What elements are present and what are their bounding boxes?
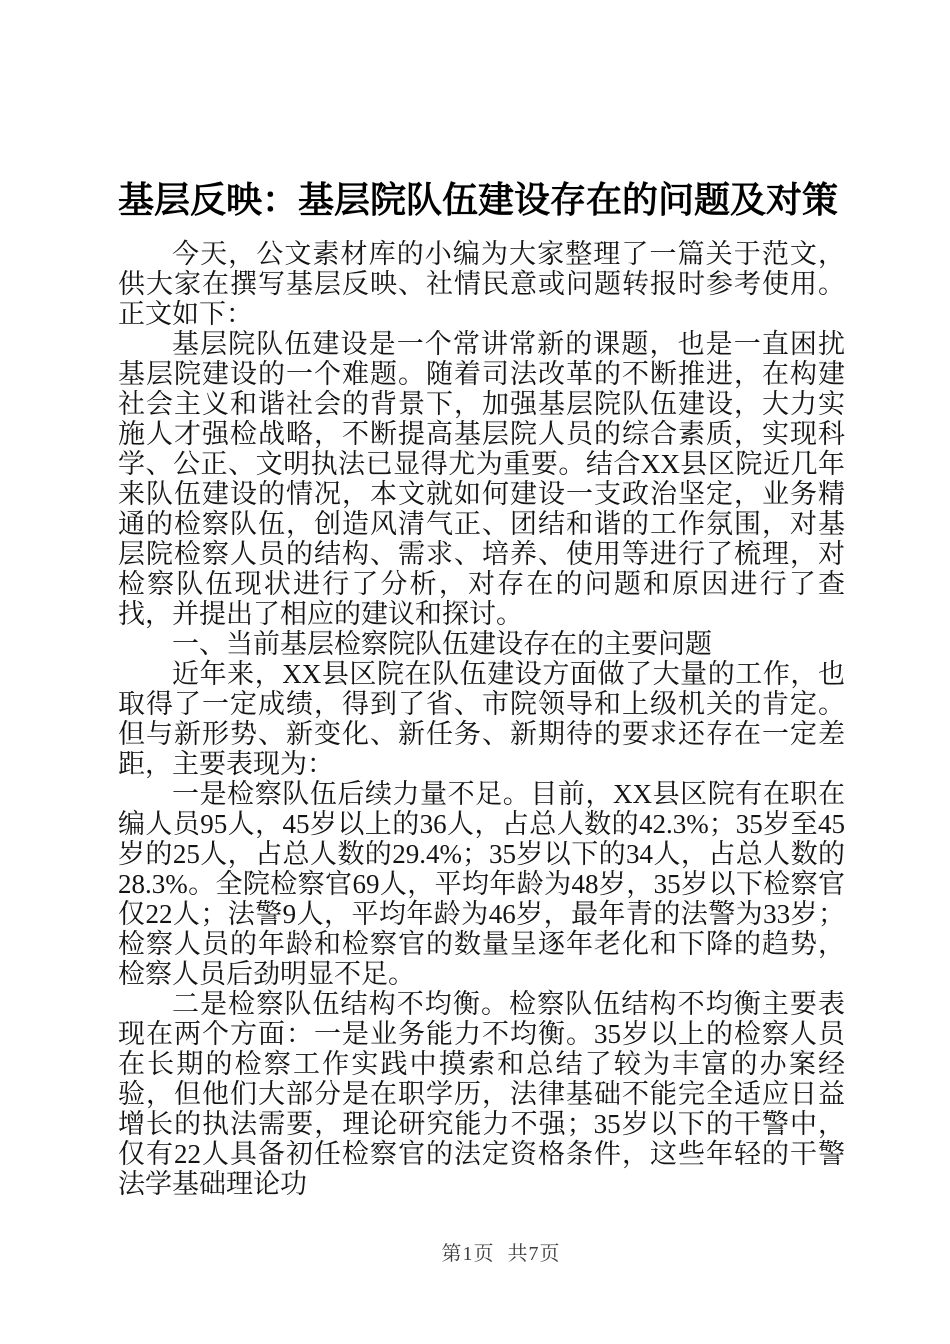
paragraph: 二是检察队伍结构不均衡。检察队伍结构不均衡主要表现在两个方面：一是业务能力不均衡。35岁以上的检察人员在长期的检察工作实践中摸索和总结了较为丰富的办案经验，但他们大部分是在职学历，法律基础不能完全适应日益增长的执法需要，理论研究能力不强；35岁以下的干警中，仅有22人具备初任检察官的法定资格条件，这些年轻的干警法学基础理论功 — [118, 988, 845, 1199]
paragraph: 今天，公文素材库的小编为大家整理了一篇关于范文，供大家在撰写基层反映、社情民意或问题转报时参考使用。正文如下： — [118, 238, 845, 329]
paragraph: 一是检察队伍后续力量不足。目前，XX县区院有在职在编人员95人，45岁以上的36人，占总人数的42.3%；35岁至45岁的25人，占总人数的29.4%；35岁以下的34人，占总人数的28.3%。全院检察官69人，平均年龄为48岁，35岁以下检察官仅22人；法警9人，平均年龄为46岁，最年青的法警为33岁；检察人员的年龄和检察官的数量呈逐年老化和下降的趋势，检察人员后劲明显不足。 — [118, 778, 845, 989]
document-title: 基层反映：基层院队伍建设存在的问题及对策 — [118, 180, 839, 220]
paragraph: 近年来，XX县区院在队伍建设方面做了大量的工作，也取得了一定成绩，得到了省、市院领导和上级机关的肯定。但与新形势、新变化、新任务、新期待的要求还存在一定差距，主要表现为： — [118, 658, 845, 779]
paragraph: 基层院队伍建设是一个常讲常新的课题，也是一直困扰基层院建设的一个难题。随着司法改革的不断推进，在构建社会主义和谐社会的背景下，加强基层院队伍建设，大力实施人才强检战略，不断提高基层院人员的综合素质，实现科学、公正、文明执法已显得尤为重要。结合XX县区院近几年来队伍建设的情况，本文就如何建设一支政治坚定，业务精通的检察队伍，创造风清气正、团结和谐的工作氛围，对基层院检察人员的结构、需求、培养、使用等进行了梳理，对检察队伍现状进行了分析，对存在的问题和原因进行了查找，并提出了相应的建议和探讨。 — [118, 328, 845, 629]
paragraph: 一、当前基层检察院队伍建设存在的主要问题 — [172, 628, 712, 659]
page-total-label: 共7页 — [507, 1243, 561, 1265]
document-body — [118, 239, 845, 1199]
page-footer — [26, 1237, 950, 1266]
page-number-label: 第1页 — [441, 1243, 495, 1265]
